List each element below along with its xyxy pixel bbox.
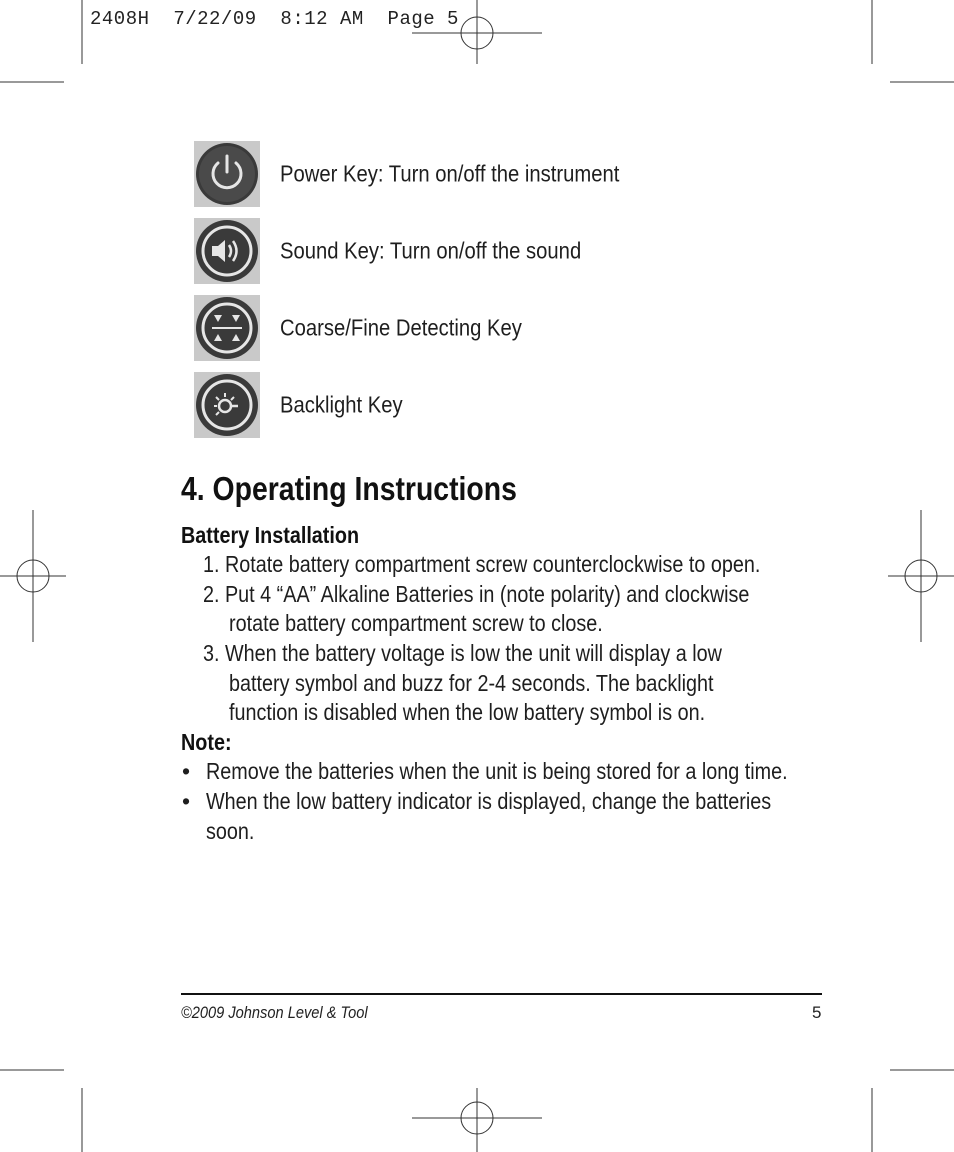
backlight-icon [194, 372, 260, 438]
step-3-line-1: 3. When the battery voltage is low the unit will display a low [203, 640, 722, 666]
key-row-backlight [194, 372, 834, 438]
key-row-coarse-fine [194, 295, 834, 361]
note-label: Note: [181, 729, 232, 755]
step-3-line-3: function is disabled when the low battery symbol is on. [229, 699, 706, 725]
sound-key-label: Sound Key: Turn on/off the sound [280, 237, 582, 264]
backlight-key-label: Backlight Key [280, 391, 403, 418]
coarse-fine-icon [194, 295, 260, 361]
key-row-sound [194, 218, 834, 284]
bullet-marker: • [182, 758, 191, 784]
bullet-marker: • [182, 788, 191, 814]
power-key-label: Power Key: Turn on/off the instrument [280, 160, 620, 187]
note-1: Remove the batteries when the unit is being stored for a long time. [206, 758, 788, 784]
step-3-line-2: battery symbol and buzz for 2-4 seconds. The backlight [229, 670, 714, 696]
note-2-line-1: When the low battery indicator is displayed, change the batteries [206, 788, 772, 814]
footer-rule [181, 993, 822, 995]
key-row-power [194, 141, 834, 207]
print-slug: 2408H 7/22/09 8:12 AM Page 5 [90, 8, 459, 30]
battery-installation-subheading: Battery Installation [181, 522, 360, 548]
footer-copyright: ©2009 Johnson Level & Tool [181, 1003, 368, 1022]
step-2-line-2: rotate battery compartment screw to close. [229, 610, 603, 636]
coarse-fine-key-label: Coarse/Fine Detecting Key [280, 314, 522, 341]
step-1: 1. Rotate battery compartment screw counterclockwise to open. [203, 551, 761, 577]
power-icon [194, 141, 260, 207]
speaker-icon [194, 218, 260, 284]
page-number: 5 [812, 1003, 822, 1022]
note-2-line-2: soon. [206, 818, 255, 844]
section-heading: 4. Operating Instructions [181, 470, 517, 507]
step-2-line-1: 2. Put 4 “AA” Alkaline Batteries in (note polarity) and clockwise [203, 581, 750, 607]
